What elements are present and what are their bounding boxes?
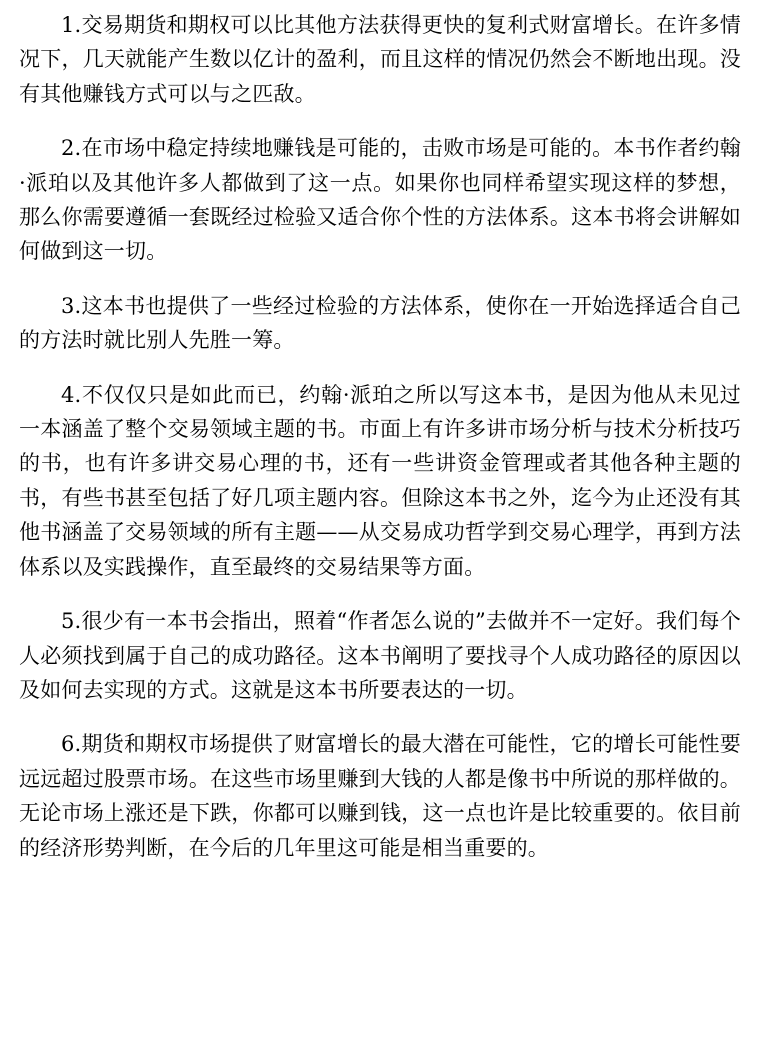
paragraph-6: 6.期货和期权市场提供了财富增长的最大潜在可能性，它的增长可能性要远远超过股票市场。在这些市场里赚到大钱的人都是像书中所说的那样做的。无论市场上涨还是下跌，你都可以赚到钱，这一点也许是比较重要的。依目前的经济形势判断，在今后的几年里这可能是相当重要的。 [19,732,741,860]
paragraph-2: 2.在市场中稳定持续地赚钱是可能的，击败市场是可能的。本书作者约翰·派珀以及其他许多人都做到了这一点。如果你也同样希望实现这样的梦想，那么你需要遵循一套既经过检验又适合你个性的方法体系。这本书将会讲解如何做到这一切。 [19,136,741,264]
document-page [19,8,741,885]
paragraph-1: 1.交易期货和期权可以比其他方法获得更快的复利式财富增长。在许多情况下，几天就能产生数以亿计的盈利，而且这样的情况仍然会不断地出现。没有其他赚钱方式可以与之匹敌。 [19,13,741,106]
paragraph-5: 5.很少有一本书会指出，照着“作者怎么说的”去做并不一定好。我们每个人必须找到属于自己的成功路径。这本书阐明了要找寻个人成功路径的原因以及如何去实现的方式。这就是这本书所要表达的一切。 [19,609,741,702]
paragraph-3: 3.这本书也提供了一些经过检验的方法体系，使你在一开始选择适合自己的方法时就比别人先胜一筹。 [19,293,741,353]
paragraph-4: 4.不仅仅只是如此而已，约翰·派珀之所以写这本书，是因为他从未见过一本涵盖了整个交易领域主题的书。市面上有许多讲市场分析与技术分析技巧的书，也有许多讲交易心理的书，还有一些讲资金管理或者其他各种主题的书，有些书甚至包括了好几项主题内容。但除这本书之外，迄今为止还没有其他书涵盖了交易领域的所有主题——从交易成功哲学到交易心理学，再到方法体系以及实践操作，直至最终的交易结果等方面。 [19,382,741,579]
